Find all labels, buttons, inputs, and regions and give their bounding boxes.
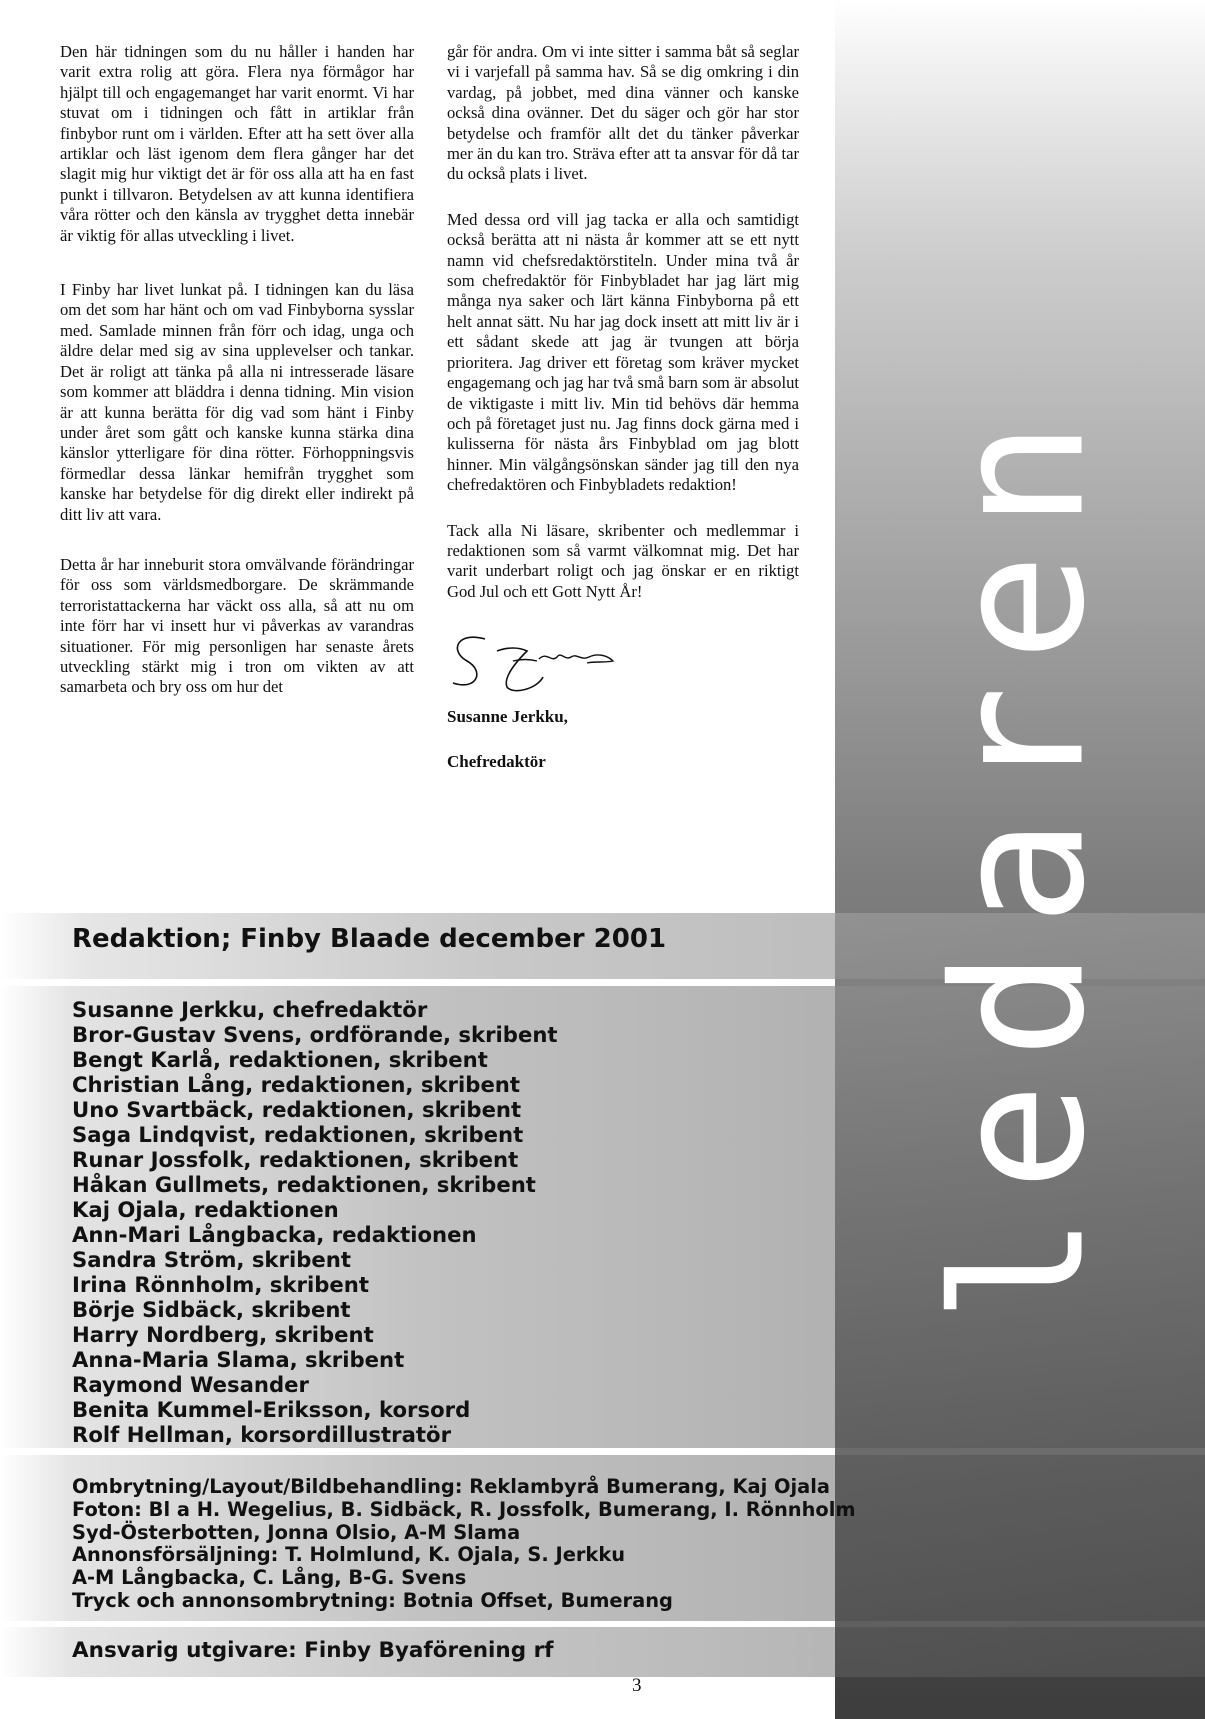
- staff-member: Benita Kummel-Eriksson, korsord: [72, 1397, 471, 1422]
- credit-line: Ombrytning/Layout/Bildbehandling: Reklambyrå Bumerang, Kaj Ojala: [72, 1475, 830, 1498]
- editorial-paragraph: Detta år har inneburit stora omvälvande förändringar för oss som världsmedborgare. De skrämmande terroristattackerna har väckt oss alla, så att nu om inte förr har vi insett hur vi påverkas av varandras situationer. För mig personligen har senaste årets utveckling stärkt mig i tron om vikten av att samarbeta och bry oss om hur det: [60, 554, 414, 697]
- staff-member: Börje Sidbäck, skribent: [72, 1297, 351, 1322]
- credit-line: Tryck och annonsombrytning: Botnia Offset, Bumerang: [72, 1588, 673, 1612]
- editorial-paragraph: går för andra. Om vi inte sitter i samma båt så seglar vi i varjefall på samma hav. Så se dig omkring i din vardag, på jobbet, med dina vänner och kanske också dina ovänner. Det du säger och gör har stor betydelse och framför allt det du tänker påverkar mer än du kan tro. Sträva efter att ta ansvar för då tar du också plats i livet.: [447, 42, 799, 184]
- credit-line: A-M Långbacka, C. Lång, B-G. Svens: [72, 1566, 467, 1590]
- staff-member: Rolf Hellman, korsordillustratör: [72, 1422, 452, 1447]
- signature-title: Chefredaktör: [447, 751, 546, 771]
- staff-list: [72, 997, 558, 1447]
- staff-member: Sandra Ström, skribent: [72, 1247, 351, 1272]
- editorial-paragraph: Den här tidningen som du nu håller i handen har varit extra rolig att göra. Flera nya förmågor har hjälpt till och engagemanget har varit enormt. Vi har stuvat om i tidningen och fått in artiklar från finbybor runt om i världen. Efter att ha sett över alla artiklar och läst igenom dem flera gånger har det slagit mig hur viktigt det är för oss alla att ha en fast punkt i tillvaron. Betydelsen av att kunna identifiera våra rötter och den känsla av trygghet detta innebär är viktig för allas utveckling i livet.: [60, 42, 414, 245]
- staff-member: Bengt Karlå, redaktionen, skribent: [72, 1047, 488, 1072]
- staff-member: Ann-Mari Långbacka, redaktionen: [72, 1222, 477, 1247]
- redaktion-title: Redaktion; Finby Blaade december 2001: [72, 924, 667, 954]
- staff-member: Raymond Wesander: [72, 1372, 309, 1397]
- staff-member: Christian Lång, redaktionen, skribent: [72, 1072, 521, 1097]
- editorial-paragraph: Tack alla Ni läsare, skribenter och medlemmar i redaktionen som så varmt välkomnat mig. Det har varit underbart roligt och jag önskar er en riktigt God Jul och ett Gott Nytt År!: [447, 520, 799, 601]
- editorial-paragraph: I Finby har livet lunkat på. I tidningen kan du läsa om det som har hänt och om vad Finbyborna sysslar med. Samlade minnen från förr och idag, unga och äldre delar med sig av sina upplevelser och tankar. Det är roligt att tänka på alla ni intresserade läsare som kommer att bläddra i denna tidning. Min vision är att kunna berätta för dig vad som hänt i Finby under året som gått och kanske kunna stärka dina känslor ytterligare för dina rötter. Förhoppningsvis förmedlar dessa länkar hemifrån trygghet som kanske har betydelse för dig direkt eller indirekt på ditt liv att vara.: [60, 280, 414, 524]
- editorial-left-column: [60, 42, 414, 723]
- credits-list: [72, 1476, 856, 1613]
- page-number: 3: [632, 1675, 642, 1696]
- staff-member: Håkan Gullmets, redaktionen, skribent: [72, 1172, 536, 1197]
- staff-member: Saga Lindqvist, redaktionen, skribent: [72, 1122, 524, 1147]
- signature-name: Susanne Jerkku,: [447, 706, 568, 726]
- credit-line: Foton: Bl a H. Wegelius, B. Sidbäck, R. Jossfolk, Bumerang, I. Rönnholm: [72, 1497, 856, 1521]
- publisher-line: Ansvarig utgivare: Finby Byaförening rf: [72, 1638, 554, 1663]
- staff-member: Irina Rönnholm, skribent: [72, 1272, 369, 1297]
- staff-member: Harry Nordberg, skribent: [72, 1322, 374, 1347]
- editorial-right-column: [447, 42, 799, 797]
- credit-line: Annonsförsäljning: T. Holmlund, K. Ojala, S. Jerkku: [72, 1543, 626, 1567]
- staff-member: Kaj Ojala, redaktionen: [72, 1197, 339, 1222]
- staff-member: Susanne Jerkku, chefredaktör: [72, 997, 428, 1022]
- staff-member: Uno Svartbäck, redaktionen, skribent: [72, 1097, 522, 1122]
- credit-line: Syd-Österbotten, Jonna Olsio, A-M Slama: [72, 1520, 521, 1544]
- staff-member: Anna-Maria Slama, skribent: [72, 1347, 405, 1372]
- staff-member: Bror-Gustav Svens, ordförande, skribent: [72, 1022, 558, 1047]
- signature-image: [447, 621, 627, 701]
- staff-member: Runar Jossfolk, redaktionen, skribent: [72, 1147, 519, 1172]
- editorial-paragraph: Med dessa ord vill jag tacka er alla och samtidigt också berätta att ni nästa år kommer att se ett nytt namn vid chefsredaktörstiteln. Under mina två år som chefredaktör för Finbybladet har jag lärt mig många nya saker och lärt känna Finbyborna på ett helt annat sätt. Nu har jag dock insett att mitt liv är i ett sådant skede att jag är tvungen att börja prioritera. Jag driver ett företag som kräver mycket engagemang och jag har två små barn som är absolut de viktigaste i mitt liv. Min tid behövs där hemma och på företaget just nu. Jag finns dock gärna med i kulisserna för nästa års Finbyblad om jag blott hinner. Min välgångsönskan sänder jag till den nya chefredaktören och Finbybladets redaktion!: [447, 209, 799, 495]
